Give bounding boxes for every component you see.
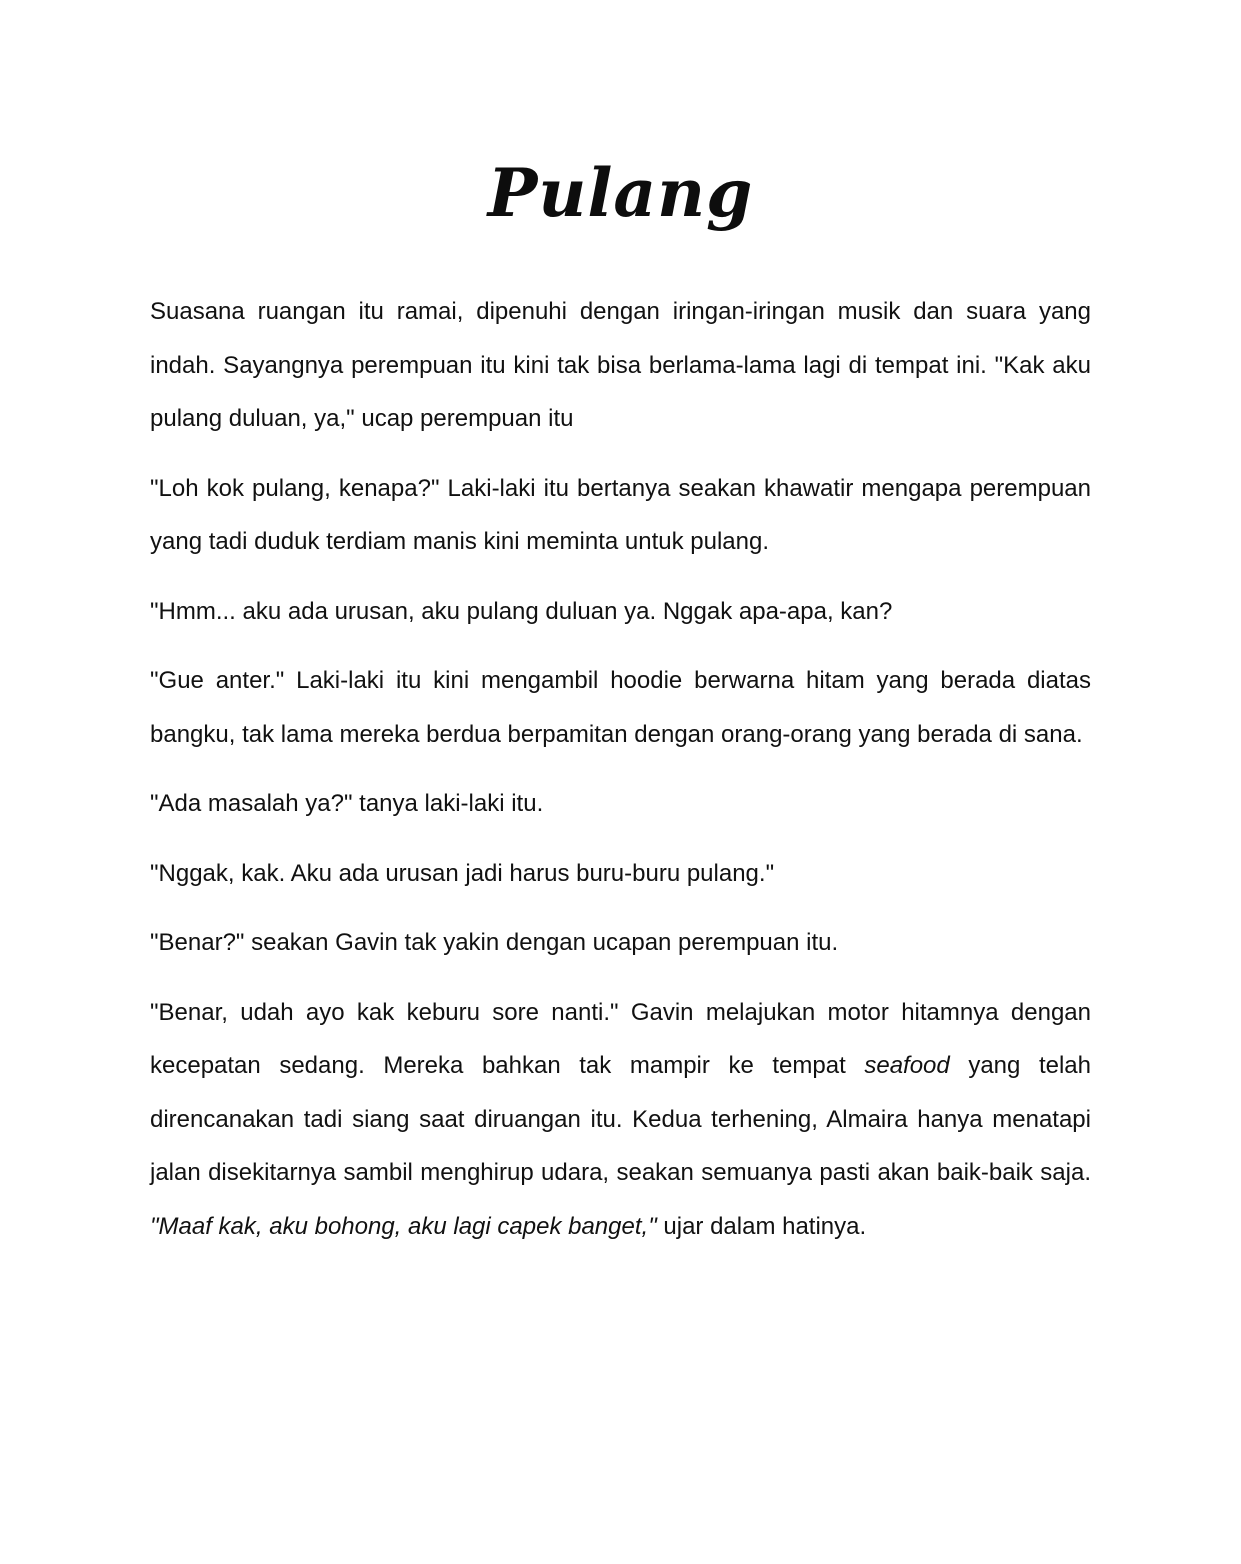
italic-term: seafood xyxy=(864,1052,950,1079)
italic-inner-thought: "Maaf kak, aku bohong, aku lagi capek banget," xyxy=(150,1212,657,1240)
paragraph-3 xyxy=(150,585,1091,639)
story-title: Pulang xyxy=(487,154,754,232)
paragraph-7 xyxy=(150,916,1091,970)
paragraph-text: ujar dalam hatinya. xyxy=(656,1212,867,1240)
paragraph-text: "Benar, udah ayo kak keburu sore nanti." Gavin melajukan motor hitamnya dengan kecepatan sedang. Mereka bahkan tak mampir ke tempat xyxy=(150,998,1091,1079)
paragraph-2 xyxy=(150,462,1091,569)
paragraph-5 xyxy=(150,777,1091,831)
paragraph-text: "Benar?" seakan Gavin tak yakin dengan ucapan perempuan itu. xyxy=(150,929,839,956)
paragraph-1 xyxy=(150,285,1091,446)
paragraph-text: "Gue anter." Laki-laki itu kini mengambil hoodie berwarna hitam yang berada diatas bangku, tak lama mereka berdua berpamitan dengan orang-orang yang berada di sana. xyxy=(150,667,1091,748)
paragraph-6 xyxy=(150,847,1091,901)
paragraph-text: "Hmm... aku ada urusan, aku pulang duluan ya. Nggak apa-apa, kan? xyxy=(150,597,893,625)
paragraph-8 xyxy=(150,986,1091,1254)
paragraph-4 xyxy=(150,654,1091,761)
paragraph-text: yang telah direncanakan tadi siang saat diruangan itu. Kedua terhening, Almaira hanya menatapi jalan disekitarnya sambil menghirup udara, seakan semuanya pasti akan baik-baik saja. xyxy=(150,1052,1092,1186)
paragraph-text: "Ada masalah ya?" tanya laki-laki itu. xyxy=(150,790,544,817)
paragraph-text: Suasana ruangan itu ramai, dipenuhi dengan iringan-iringan musik dan suara yang indah. Sayangnya perempuan itu kini tak bisa berlama-lama lagi di tempat ini. "Kak aku pulang duluan, ya," ucap perempuan itu xyxy=(150,298,1091,432)
story-body xyxy=(150,285,1091,1269)
paragraph-text: "Loh kok pulang, kenapa?" Laki-laki itu bertanya seakan khawatir mengapa perempuan yang tadi duduk terdiam manis kini meminta untuk pulang. xyxy=(150,474,1091,555)
paragraph-text: "Nggak, kak. Aku ada urusan jadi harus buru-buru pulang." xyxy=(150,859,775,887)
